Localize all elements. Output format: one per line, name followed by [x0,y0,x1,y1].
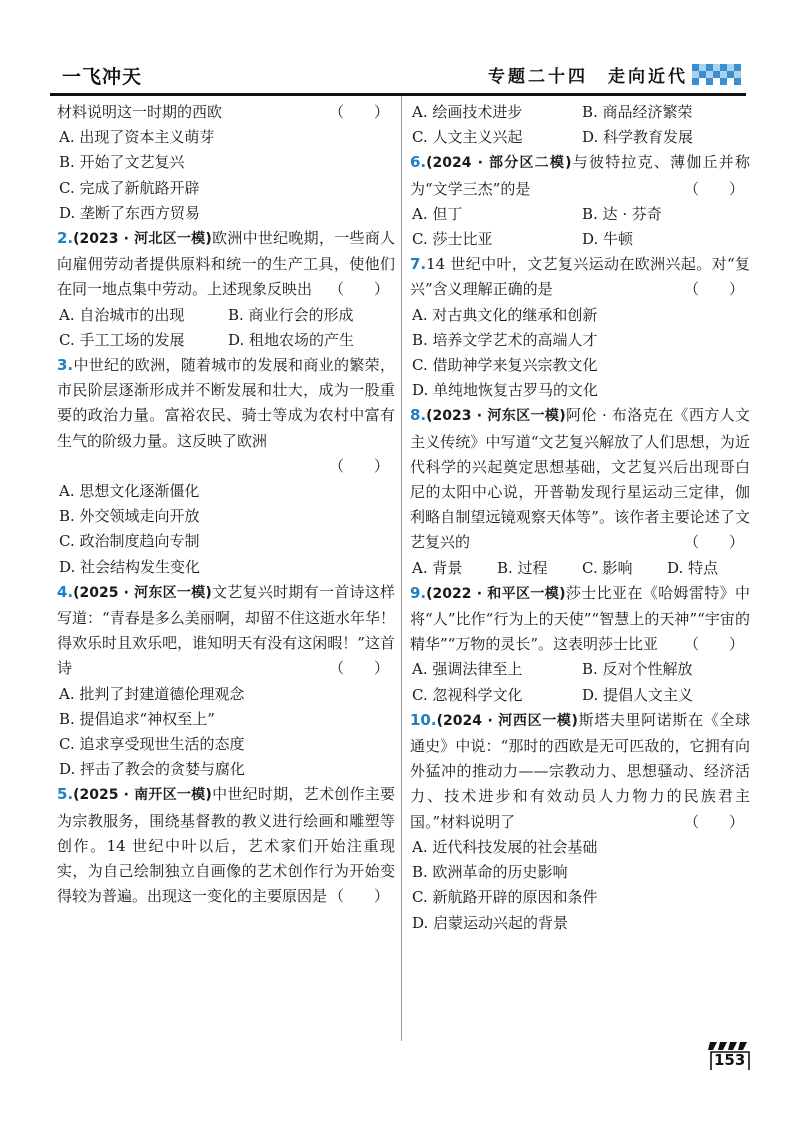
question-2 [57,226,395,353]
question-3 [57,353,395,580]
answer-blank: （ ） [328,103,389,121]
question-number: 5. [57,785,74,804]
answer-blank: （ ） [328,456,389,475]
option-c: C. 手工工场的发展 [59,330,185,349]
question-stem: 阿伦 · 布洛克在《西方人文主义传统》中写道“文艺复兴解放了人们思想，为近代科学的兴起奠定思想基础，文艺复兴后出现哥白尼的太阳中心说，开普勒发现行星运动三定律，伽利略自制望远镜观察天体等”。该作者主要论述了文艺复兴的 [410,406,750,552]
option-d: D. 社会结构发生变化 [59,557,201,576]
option-d: D. 垄断了东西方贸易 [59,203,201,222]
chapter-title: 专题二十四 走向近代 [488,67,688,87]
option-a: A. 自治城市的出现 [59,305,185,324]
question-6 [410,150,750,252]
option-c: C. 莎士比亚 [412,230,493,249]
question-source: (2025 · 南开区一模) [73,787,212,804]
question-source: (2024 · 部分区二模) [426,155,572,172]
option-c: C. 借助神学来复兴宗教文化 [412,356,598,375]
question-stem: 斯塔夫里阿诺斯在《全球通史》中说：“那时的西欧是无可匹敌的，它拥有向外猛冲的推动力——宗教动力、思想骚动、经济活力、技术进步和有效动员人力物力的民族君主国。”材料说明了 [410,710,750,831]
option-a: A. 近代科技发展的社会基础 [412,837,598,856]
column-divider [401,96,402,1041]
option-b: B. 过程 [497,558,548,577]
option-c: C. 完成了新航路开辟 [59,178,200,197]
answer-blank: （ ） [328,887,389,906]
option-a: A. 背景 [412,558,463,577]
question-source: (2025 · 河东区一模) [73,584,212,601]
question-source: (2023 · 河北区一模) [73,231,212,248]
page-number-badge [708,1040,752,1072]
answer-blank: （ ） [683,812,744,831]
question-stem: 欧洲中世纪晚期，一些商人向雇佣劳动者提供原料和统一的生产工具，使他们在同一地点集中劳动。上述现象反映出 [57,229,395,299]
question-7 [410,252,750,403]
option-b: B. 外交领域走向开放 [59,507,200,526]
question-number: 4. [57,582,74,601]
option-d: D. 牛顿 [582,230,634,249]
option-b: B. 开始了文艺复兴 [59,153,185,172]
page-header [40,52,750,96]
option-b: B. 商品经济繁荣 [582,103,693,121]
question-source: (2024 · 河西区一模) [436,712,578,729]
left-column [57,100,395,910]
question-number: 6. [410,153,427,172]
question-stem: 中世纪的欧洲，随着城市的发展和商业的繁荣，市民阶层逐渐形成并不断发展和壮大，成为一股重要的政治力量。富裕农民、骑士等成为农村中富有生气的阶级力量。这反映了欧洲 [57,356,395,450]
question-4 [57,580,395,783]
option-b: B. 培养文学艺术的高端人才 [412,330,598,349]
question-source: (2022 · 和平区一模) [426,585,566,602]
answer-blank: （ ） [328,659,389,678]
header-rule [50,93,746,96]
question-source: (2023 · 河东区一模) [426,408,566,425]
question-1-continued [57,100,395,226]
option-a: A. 批判了封建道德伦理观念 [59,684,245,703]
question-number: 8. [410,406,427,425]
option-d: D. 单纯地恢复古罗马的文化 [412,381,599,400]
option-d: D. 特点 [667,558,719,577]
option-a: A. 但丁 [412,204,463,223]
question-5 [57,782,395,909]
question-8 [410,403,750,580]
question-number: 7. [410,255,427,274]
question-stem: 文艺复兴时期有一首诗这样写道：“青春是多么美丽啊，却留不住这逝水年华！得欢乐时且欢乐吧，谁知明天有没有这闲暇！”这首诗 [57,582,395,678]
right-column [410,100,750,936]
answer-blank: （ ） [683,635,744,654]
checker-deco-icon [692,58,744,92]
question-stem: 14 世纪中叶，文艺复兴运动在欧洲兴起。对“复兴”含义理解正确的是 [410,255,750,299]
option-c: C. 人文主义兴起 [412,128,523,147]
option-b: B. 提倡追求“神权至上” [59,709,215,728]
question-10 [410,708,750,936]
question-number: 10. [410,710,437,729]
option-c: C. 忽视科学文化 [412,685,523,704]
answer-blank: （ ） [328,280,389,299]
option-c: C. 影响 [582,558,633,577]
option-d: D. 提倡人文主义 [582,685,694,704]
question-stem: 与彼特拉克、薄伽丘并称为“文学三杰”的是 [410,153,750,198]
option-c: C. 政治制度趋向专制 [59,532,200,551]
question-stem: 莎士比亚在《哈姆雷特》中将“人”比作“行为上的天使”“智慧上的天神”“宇宙的精华”“万物的灵长”。这表明莎士比亚 [410,583,750,654]
option-a: A. 思想文化逐渐僵化 [59,482,200,501]
question-5-options [410,100,750,150]
option-d: D. 抨击了教会的贪婪与腐化 [59,760,246,779]
answer-blank: （ ） [683,533,744,552]
option-b: B. 商业行会的形成 [228,305,354,324]
option-c: C. 追求享受现世生活的态度 [59,735,245,754]
option-a: A. 对古典文化的继承和创新 [412,305,598,324]
option-b: B. 反对个性解放 [582,660,693,679]
option-d: D. 租地农场的产生 [228,330,355,349]
answer-blank: （ ） [683,179,744,198]
brand-logo-text: 一飞冲天 [62,66,143,88]
option-b: B. 达 · 芬奇 [582,204,662,223]
option-a: A. 强调法律至上 [412,660,523,679]
question-9 [410,581,750,708]
question-stem: 中世纪时期，艺术创作主要为宗教服务，围绕基督教的教义进行绘画和雕塑等创作。14 世纪中叶以后，艺术家们开始注重现实，为自己绘制独立自画像的艺术创作行为开始变得较为普遍。出现这一变化的主要原因是 [57,785,395,906]
option-d: D. 启蒙运动兴起的背景 [412,913,569,932]
question-number: 9. [410,583,427,602]
option-a: A. 出现了资本主义萌芽 [59,128,215,147]
option-d: D. 科学教育发展 [582,128,694,147]
question-number: 2. [57,229,74,248]
option-c: C. 新航路开辟的原因和条件 [412,888,598,907]
answer-blank: （ ） [683,280,744,299]
page-number: 153 [714,1051,746,1069]
question-number: 3. [57,356,74,375]
option-b: B. 欧洲革命的历史影响 [412,863,568,882]
question-stem: 材料说明这一时期的西欧 [57,103,223,121]
option-a: A. 绘画技术进步 [412,103,523,121]
